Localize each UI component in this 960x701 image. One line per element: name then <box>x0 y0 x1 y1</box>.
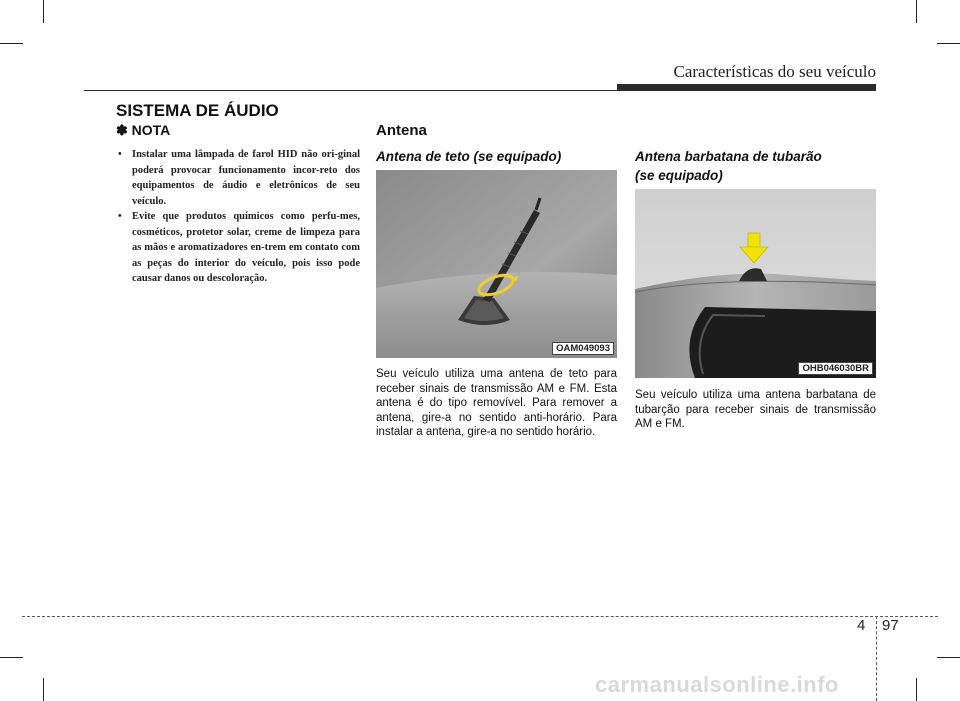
image-code: OAM049093 <box>552 342 614 355</box>
watermark: carmanualsonline.info <box>595 672 839 697</box>
crop-mark <box>916 678 917 701</box>
note-item: • Instalar uma lâmpada de farol HID não ori-ginal poderá provocar funcionamento incor-reto dos equipamentos de áudio e eletrônicos de seu veículo. <box>116 147 360 209</box>
shark-antenna-heading-line1: Antena barbatana de tubarão <box>635 149 822 164</box>
running-header: Características do seu veículo <box>673 62 876 81</box>
image-code: OHB046030BR <box>798 362 873 375</box>
crop-mark <box>937 43 960 44</box>
note-title: ✽ NOTA <box>116 122 171 138</box>
shark-antenna-text: Seu veículo utiliza uma antena barbatana de tubarção para receber sinais de transmissão AM e FM. <box>635 389 876 430</box>
footer-rule <box>22 616 938 617</box>
header-rule <box>84 90 876 91</box>
crop-mark <box>43 678 44 701</box>
shark-antenna-illustration <box>635 189 876 378</box>
note-list <box>116 147 360 287</box>
shark-antenna-heading <box>635 147 822 185</box>
shark-antenna-photo <box>635 189 876 378</box>
crop-mark <box>0 43 23 44</box>
page-number-value: 97 <box>882 617 899 634</box>
chapter-number: 4 <box>857 617 866 634</box>
crop-mark <box>0 657 23 658</box>
roof-antenna-illustration <box>376 170 617 358</box>
roof-antenna-text: Seu veículo utiliza uma antena de teto para receber sinais de transmissão AM e FM. Esta antena é do tipo removível. Para remover a antena, gire-a no sentido anti-horário. Para instalar a antena, gire-a no sentido horário. <box>376 368 617 438</box>
footer-divider <box>876 616 877 701</box>
crop-mark <box>937 657 960 658</box>
crop-mark <box>43 0 44 23</box>
roof-antenna-heading: Antena de teto (se equipado) <box>376 149 562 164</box>
antenna-heading: Antena <box>376 122 427 139</box>
section-title: SISTEMA DE ÁUDIO <box>116 101 279 120</box>
crop-mark <box>916 0 917 23</box>
roof-antenna-photo <box>376 170 617 358</box>
note-item: • Evite que produtos químicos como perfu-mes, cosméticos, protetor solar, creme de limpeza para as mãos e aromatizadores en-trem em contato com as peças do interior do veículo, pois isso pode causar danos ou descoloração. <box>116 209 360 287</box>
shark-antenna-heading-line2: (se equipado) <box>635 168 723 183</box>
